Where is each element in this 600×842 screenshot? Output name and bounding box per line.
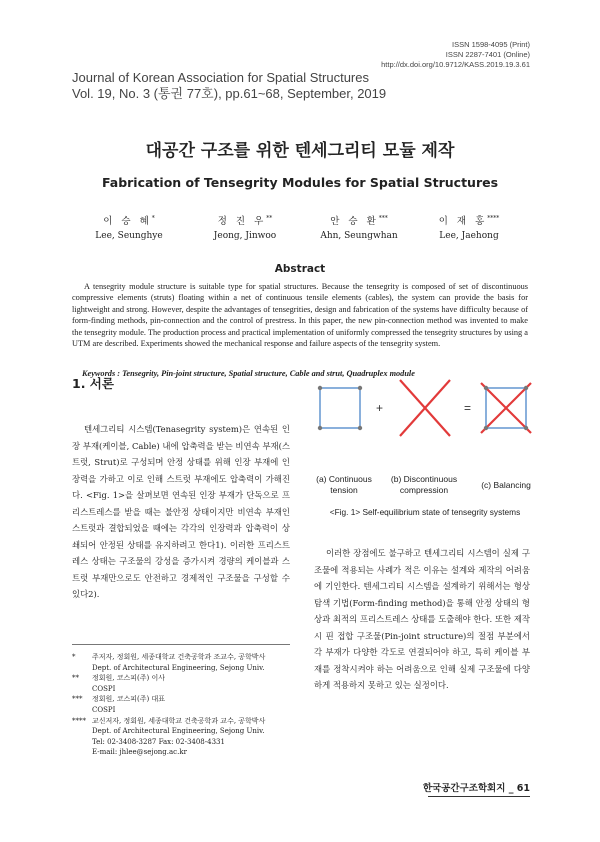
figure-plus-sign: + — [376, 401, 384, 415]
journal-name: Journal of Korean Association for Spatial Structures — [72, 70, 369, 85]
author-3 — [304, 212, 414, 243]
figure-1-title: <Fig. 1> Self-equilibrium state of tensegrity systems — [329, 507, 521, 517]
page-footer: 한국공간구조학회지 _ 61 — [422, 783, 530, 794]
figure-caption-c: (c) Balancing — [481, 480, 531, 490]
footnote-1-line-2: Dept. of Architectural Engineering, Sejong Univ. — [92, 663, 265, 672]
figure-a-cables — [318, 386, 362, 430]
journal-header — [72, 70, 386, 102]
author-2-name-en: Jeong, Jinwoo — [213, 231, 277, 242]
footnote-3-mark: *** — [72, 695, 83, 704]
footnote-2-line-2: COSPI — [92, 684, 116, 693]
author-1 — [74, 212, 184, 243]
author-3-mark: *** — [378, 215, 388, 222]
author-1-mark: * — [151, 215, 155, 222]
author-4-name-ko: 이 재 홍 — [438, 216, 488, 228]
author-footnotes — [72, 652, 302, 758]
author-2-name-ko: 정 진 우 — [217, 216, 267, 228]
author-2 — [190, 212, 300, 243]
author-3-name-en: Ahn, Seungwhan — [320, 231, 398, 242]
footer-rule — [428, 796, 530, 797]
paper-title-korean: 대공간 구조를 위한 텐세그리티 모듈 제작 — [145, 141, 455, 161]
issn-online: ISSN 2287-7401 (Online) — [445, 50, 530, 59]
footnote-2-mark: ** — [72, 674, 79, 683]
figure-caption-b: (b) Discontinuous compression — [390, 474, 458, 495]
author-2-mark: ** — [266, 215, 273, 222]
footnote-4-mark: **** — [72, 716, 86, 725]
abstract-text: A tensegrity module structure is suitable type for spatial structures. Because the tensegrity is composed of set of discontinuous compressive elements (struts) floating within a net of continuous tensile elements (cables), the system can provide the basis for lightweight and strong. However, despite the advantages of tensegrities, design and fabrication of the systems have difficulty because of form-finding methods, pin-connection and the control of prestress. In this paper, the new pin-connection method was invented to make the tensegrity module. The production process and practical implementation of uniformly compressed the tensegrity structures by using a UTM are described. Experiments showed the mechanical response and failure aspects of the tensegrity system. — [72, 282, 528, 349]
abstract-heading: Abstract — [274, 263, 326, 275]
author-4-name-en: Lee, Jaehong — [439, 231, 499, 242]
footnote-1 — [72, 652, 302, 673]
doi-link[interactable]: http://dx.doi.org/10.9712/KASS.2019.19.3.61 — [381, 60, 530, 69]
footnote-divider — [72, 644, 290, 645]
footnote-1-line-1: 주저자, 정회원, 세종대학교 건축공학과 조교수, 공학박사 — [92, 653, 266, 661]
figure-1-diagram — [310, 378, 540, 473]
intro-paragraph-right: 이러한 장점에도 불구하고 텐세그리티 시스템이 실제 구조물에 적용되는 사례가 적은 이유는 설계와 제작의 어려움에 기인한다. 텐세그리티 시스템을 설계하기 위해서는 형상 탐색 기법(Form-finding method)을 통해 안정 상태의 형상과 최적의 프리스트레스 상태를 도출해야 한다. 또한 제작 시 핀 접합 구조물(Pin-joint structure)의 절점 부분에서 각 부재가 다양한 각도로 연결되어야 하고, 특히 케이블 부재를 정착시켜야 하는 어려움으로 인해 실제 구조물에 다양하게 적용하지 못하고 있는 실정이다. — [314, 548, 530, 690]
footnote-4-line-1: 교신저자, 정회원, 세종대학교 건축공학과 교수, 공학박사 — [92, 716, 266, 725]
footnote-4-line-3: Tel: 02-3408-3287 Fax: 02-3408-4331 — [92, 737, 225, 746]
paper-title-english: Fabrication of Tensegrity Modules for Spatial Structures — [101, 175, 499, 190]
author-3-name-ko: 안 승 환 — [330, 216, 379, 228]
figure-b-struts — [400, 380, 450, 436]
figure-equals-sign: = — [464, 401, 472, 415]
intro-paragraph-left: 텐세그리티 시스템(Tenasegrity system)은 연속된 인장 부재(케이블, Cable) 내에 압축력을 받는 비연속 부재(스트럿, Strut)로 구성되며 안정 상태를 위해 인장 부재에 인장력을 가하고 이로 인해 스트럿 부재에도 압축력이 가해진다. <Fig. 1>을 살펴보면 연속된 인장 부재가 단독으로 프리스트레스를 받을 때는 불안정 상태이지만 비연속 부재인 스트럿과 결합되었을 때에는 각각의 인장력과 압축력이 상쇄되어 안정된 상태를 유지하려고 한다1). 이러한 프리스트레스 상태는 구조물의 강성을 증가시켜 경량의 케이블과 스트럿 부재만으로도 안전하고 경제적인 구조물을 구성할 수 있다2). — [72, 424, 290, 599]
journal-volume: Vol. 19, No. 3 (통권 77호), pp.61~68, September, 2019 — [72, 86, 387, 101]
footnote-2-line-1: 정회원, 코스피(주) 이사 — [92, 674, 165, 683]
figure-caption-a: (a) Continuous tension — [316, 474, 372, 495]
author-1-name-ko: 이 승 혜 — [103, 216, 152, 228]
figure-c-balanced-module — [481, 383, 531, 433]
footnote-1-mark: * — [72, 653, 76, 661]
footnote-4 — [72, 716, 302, 758]
footnote-2 — [72, 673, 302, 694]
issn-print: ISSN 1598-4095 (Print) — [452, 40, 530, 49]
author-4 — [414, 212, 524, 243]
footnote-4-line-2: Dept. of Architectural Engineering, Sejong Univ. — [92, 727, 265, 736]
footnote-3 — [72, 694, 302, 715]
footnote-4-email[interactable]: E-mail: jhlee@sejong.ac.kr — [92, 748, 187, 757]
issn-block — [381, 40, 530, 70]
keywords: Keywords : Tensegrity, Pin-joint structure, Spatial structure, Cable and strut, Quadruplex module — [82, 369, 415, 378]
footnote-3-line-2: COSPI — [92, 705, 116, 714]
author-1-name-en: Lee, Seunghye — [95, 231, 163, 242]
section-heading-introduction: 1. 서론 — [72, 376, 114, 391]
author-4-mark: **** — [487, 215, 500, 222]
footnote-3-line-1: 정회원, 코스피(주) 대표 — [92, 695, 165, 704]
